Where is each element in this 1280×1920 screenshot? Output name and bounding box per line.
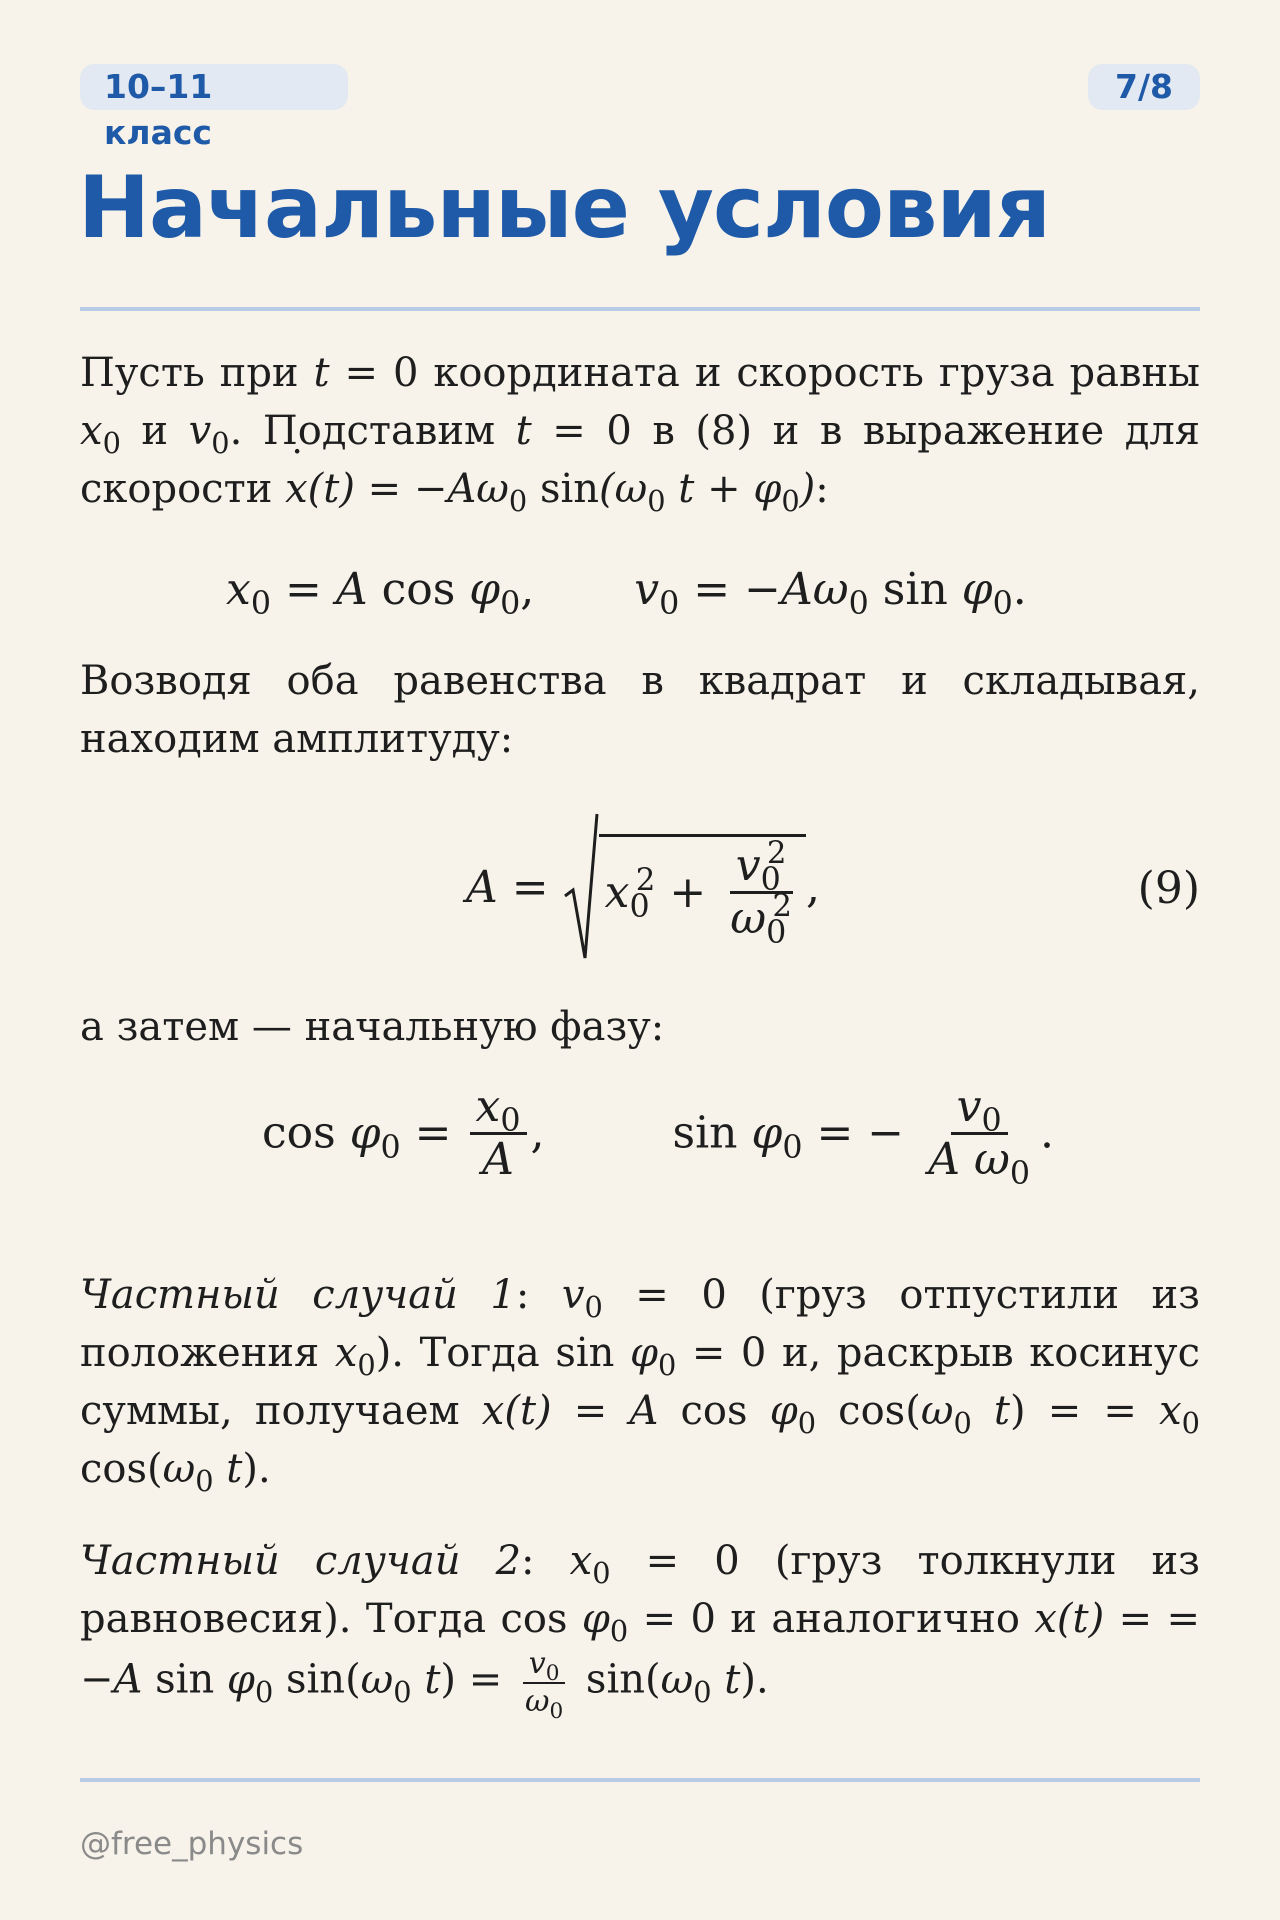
square-root: $x_0^2$ + $\frac{v_0^2}{\omega_0^2}$ — [563, 812, 806, 964]
initial-conditions-equations: $x_0 = A$ $\cos \varphi_0$, $v_0 = -A\omega_0$ $\sin \varphi_0$. — [226, 564, 1027, 623]
math-inline: $x_0$ — [80, 408, 121, 461]
text-fragment: и — [120, 408, 189, 454]
special-case-1: Частный случай 1: $v_0 = 0$ (груз отпустили из положения $x_0$). Тогда $\sin \varphi_0 = 0$ и, раскрыв косинус суммы, получаем x(t) = A $\cos \varphi_0$ $\cos(\omega_0$ t) = = $x_0$ $\cos(\omega_0$ t). — [80, 1272, 1200, 1499]
math-inline: t — [515, 408, 532, 454]
top-divider — [80, 307, 1200, 311]
page-title: Начальные условия — [78, 158, 1050, 258]
text-fragment: и аналогично — [715, 1596, 1035, 1642]
math-inline: $v_0$ — [188, 408, 230, 461]
page-counter-badge: 7/8 — [1088, 64, 1200, 110]
phase-formulas: $\cos \varphi_0$ = $\frac{x_0}{A}$ , $\sin \varphi_0$ = − $\frac{v_0}{A \omega_0}$ . — [262, 1081, 1054, 1193]
math-inline: x ˙(t) = $-A\omega_0$ $\sin(\omega_0$ $t + \varphi_0$) — [285, 466, 815, 512]
amplitude-paragraph: Возводя оба равенства в квадрат и складывая, находим амплитуду: — [80, 658, 1200, 762]
phase-paragraph: а затем — начальную фазу: — [80, 1004, 665, 1050]
author-handle: @free_physics — [80, 1826, 304, 1862]
special-case-2: Частный случай 2: $x_0 = 0$ (груз толкнули из равновесия). Тогда $\cos \varphi_0 = 0$ и аналогично x(t) = = −A $\sin \varphi_0$ $\sin(\omega_0$ t) = $\frac{v_0}{\omega_0}$ $\sin(\omega_0$ t). — [80, 1538, 1200, 1724]
case-label: Частный случай 2 — [80, 1538, 522, 1584]
case-label: Частный случай 1 — [80, 1272, 516, 1318]
bottom-divider — [80, 1778, 1200, 1782]
grade-badge: 10–11 класс — [80, 64, 348, 110]
radical-sign-icon — [563, 812, 599, 964]
text-fragment: (груз толкнули из равновесия). Тогда — [80, 1538, 1200, 1642]
text-fragment: ). Тогда — [375, 1330, 556, 1376]
text-fragment: координата и скорость груза равны — [418, 350, 1200, 396]
amplitude-formula: A = $x_0^2$ + $\frac{v_0^2}{\omega_0^2}$ , — [466, 812, 820, 964]
text-fragment: в (8) и в выражение для скорости — [80, 408, 1200, 512]
equation-number: (9) — [1137, 863, 1200, 914]
intro-paragraph: Пусть при t = 0 координата и скорость груза равны $x_0$ и $v_0$. Подставим t = 0 в (8) и в выражение для скорости x ˙(t) = $-A\omega_0$ $\sin(\omega_0$ $t + \varphi_0$): — [80, 344, 1200, 518]
text-fragment: Пусть при — [80, 350, 314, 396]
math-inline: t — [313, 350, 330, 396]
text-fragment: и, раскрыв косинус суммы, получаем — [80, 1330, 1200, 1434]
text-fragment: (груз отпустили из положения — [80, 1272, 1200, 1376]
text-fragment: . Подставим — [229, 408, 516, 454]
